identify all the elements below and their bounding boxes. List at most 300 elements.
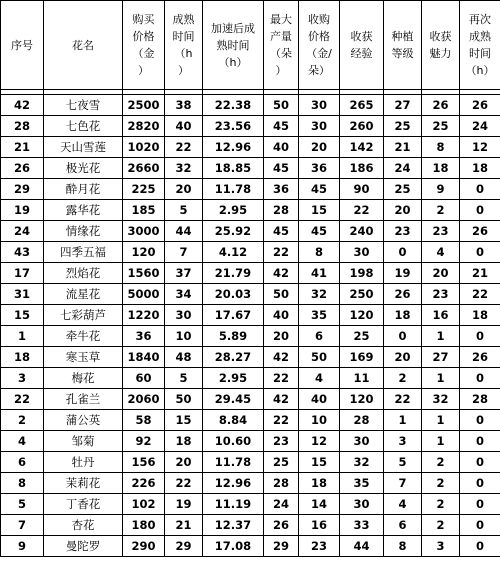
cell-regrow-time: 0 xyxy=(460,473,500,494)
cell-accelerated-time: 25.92 xyxy=(203,221,264,242)
cell-serial-number: 26 xyxy=(1,158,44,179)
header-line: （朵 xyxy=(270,47,292,60)
cell-regrow-time: 0 xyxy=(460,410,500,431)
cell-harvest-experience: 120 xyxy=(340,305,384,326)
header-row xyxy=(1,1,500,90)
cell-purchase-price-per-flower: 16 xyxy=(299,515,340,536)
cell-serial-number: 1 xyxy=(1,326,44,347)
cell-planting-level: 18 xyxy=(384,305,422,326)
cell-planting-level: 21 xyxy=(384,137,422,158)
cell-max-yield: 28 xyxy=(264,200,299,221)
cell-purchase-price: 60 xyxy=(123,368,165,389)
cell-maturity-time: 29 xyxy=(165,536,203,557)
cell-maturity-time: 21 xyxy=(165,515,203,536)
cell-max-yield: 29 xyxy=(264,536,299,557)
cell-serial-number: 15 xyxy=(1,305,44,326)
cell-serial-number: 21 xyxy=(1,137,44,158)
table-row xyxy=(1,95,500,116)
cell-harvest-charm: 4 xyxy=(422,242,460,263)
cell-max-yield: 40 xyxy=(264,305,299,326)
cell-purchase-price: 1560 xyxy=(123,263,165,284)
cell-regrow-time: 0 xyxy=(460,494,500,515)
cell-accelerated-time: 28.27 xyxy=(203,347,264,368)
header-line: 购买 xyxy=(132,13,155,26)
cell-purchase-price-per-flower: 23 xyxy=(299,536,340,557)
cell-maturity-time: 32 xyxy=(165,158,203,179)
cell-planting-level: 24 xyxy=(384,158,422,179)
cell-flower-name: 孔雀兰 xyxy=(44,389,123,410)
cell-max-yield: 23 xyxy=(264,431,299,452)
cell-accelerated-time: 21.79 xyxy=(203,263,264,284)
cell-flower-name: 丁香花 xyxy=(44,494,123,515)
cell-harvest-charm: 16 xyxy=(422,305,460,326)
cell-serial-number: 7 xyxy=(1,515,44,536)
cell-harvest-experience: 28 xyxy=(340,410,384,431)
cell-regrow-time: 18 xyxy=(460,158,500,179)
cell-purchase-price: 2820 xyxy=(123,116,165,137)
header-line: 花名 xyxy=(72,38,94,52)
cell-harvest-charm: 1 xyxy=(422,368,460,389)
header-line: 收获 xyxy=(429,30,452,43)
header-line: 等级 xyxy=(391,47,414,60)
table-row xyxy=(1,158,500,179)
cell-accelerated-time: 20.03 xyxy=(203,284,264,305)
cell-purchase-price: 2060 xyxy=(123,389,165,410)
header-line: ） xyxy=(138,64,149,77)
cell-purchase-price-per-flower: 15 xyxy=(299,200,340,221)
table-row xyxy=(1,179,500,200)
cell-accelerated-time: 4.12 xyxy=(203,242,264,263)
cell-serial-number: 4 xyxy=(1,431,44,452)
cell-harvest-charm: 1 xyxy=(422,410,460,431)
cell-maturity-time: 19 xyxy=(165,494,203,515)
cell-flower-name: 四季五福 xyxy=(44,242,123,263)
header-line: 序号 xyxy=(11,38,33,52)
cell-purchase-price-per-flower: 4 xyxy=(299,368,340,389)
table-body xyxy=(1,90,500,557)
cell-flower-name: 七彩葫芦 xyxy=(44,305,123,326)
cell-harvest-experience: 35 xyxy=(340,473,384,494)
table-row xyxy=(1,284,500,305)
cell-harvest-experience: 186 xyxy=(340,158,384,179)
cell-harvest-charm: 20 xyxy=(422,263,460,284)
cell-harvest-experience: 44 xyxy=(340,536,384,557)
cell-accelerated-time: 18.85 xyxy=(203,158,264,179)
cell-serial-number: 9 xyxy=(1,536,44,557)
cell-regrow-time: 26 xyxy=(460,347,500,368)
cell-flower-name: 蒲公英 xyxy=(44,410,123,431)
cell-purchase-price-per-flower: 45 xyxy=(299,221,340,242)
cell-regrow-time: 0 xyxy=(460,515,500,536)
cell-harvest-charm: 18 xyxy=(422,158,460,179)
table-row xyxy=(1,137,500,158)
cell-regrow-time: 0 xyxy=(460,431,500,452)
cell-regrow-time: 0 xyxy=(460,368,500,389)
cell-maturity-time: 18 xyxy=(165,431,203,452)
cell-planting-level: 19 xyxy=(384,263,422,284)
cell-serial-number: 42 xyxy=(1,95,44,116)
cell-maturity-time: 10 xyxy=(165,326,203,347)
cell-planting-level: 3 xyxy=(384,431,422,452)
cell-purchase-price: 180 xyxy=(123,515,165,536)
cell-harvest-charm: 2 xyxy=(422,200,460,221)
cell-purchase-price: 225 xyxy=(123,179,165,200)
cell-planting-level: 2 xyxy=(384,368,422,389)
cell-harvest-experience: 142 xyxy=(340,137,384,158)
cell-regrow-time: 0 xyxy=(460,200,500,221)
cell-regrow-time: 28 xyxy=(460,389,500,410)
cell-harvest-experience: 90 xyxy=(340,179,384,200)
cell-purchase-price: 226 xyxy=(123,473,165,494)
header-line: 产量 xyxy=(270,30,292,43)
cell-regrow-time: 24 xyxy=(460,116,500,137)
table-row xyxy=(1,389,500,410)
header-flower-name xyxy=(44,1,123,90)
header-line: 加速后成 xyxy=(211,21,255,35)
table-row xyxy=(1,326,500,347)
cell-harvest-charm: 2 xyxy=(422,452,460,473)
cell-harvest-charm: 23 xyxy=(422,284,460,305)
cell-purchase-price: 36 xyxy=(123,326,165,347)
cell-harvest-charm: 1 xyxy=(422,431,460,452)
cell-purchase-price: 3000 xyxy=(123,221,165,242)
cell-maturity-time: 44 xyxy=(165,221,203,242)
header-line: 再次 xyxy=(469,13,491,26)
cell-purchase-price-per-flower: 32 xyxy=(299,284,340,305)
cell-harvest-experience: 198 xyxy=(340,263,384,284)
cell-max-yield: 42 xyxy=(264,347,299,368)
table-row xyxy=(1,515,500,536)
cell-planting-level: 22 xyxy=(384,389,422,410)
cell-purchase-price: 120 xyxy=(123,242,165,263)
cell-max-yield: 50 xyxy=(264,95,299,116)
cell-flower-name: 梅花 xyxy=(44,368,123,389)
cell-purchase-price-per-flower: 12 xyxy=(299,431,340,452)
cell-max-yield: 42 xyxy=(264,263,299,284)
cell-accelerated-time: 23.56 xyxy=(203,116,264,137)
cell-max-yield: 45 xyxy=(264,221,299,242)
cell-flower-name: 杏花 xyxy=(44,515,123,536)
header-line: （h） xyxy=(218,55,248,69)
cell-maturity-time: 34 xyxy=(165,284,203,305)
cell-harvest-experience: 265 xyxy=(340,95,384,116)
header-line: （h xyxy=(174,47,193,60)
header-line: ） xyxy=(178,64,189,77)
cell-harvest-charm: 2 xyxy=(422,515,460,536)
header-line: 收购 xyxy=(308,13,330,26)
cell-flower-name: 邹菊 xyxy=(44,431,123,452)
table-row xyxy=(1,431,500,452)
cell-max-yield: 22 xyxy=(264,410,299,431)
cell-harvest-charm: 8 xyxy=(422,137,460,158)
cell-planting-level: 26 xyxy=(384,284,422,305)
header-purchase-price xyxy=(123,1,165,90)
cell-regrow-time: 0 xyxy=(460,326,500,347)
cell-serial-number: 8 xyxy=(1,473,44,494)
cell-flower-name: 牡丹 xyxy=(44,452,123,473)
cell-planting-level: 5 xyxy=(384,452,422,473)
header-max-yield xyxy=(264,1,299,90)
cell-harvest-charm: 32 xyxy=(422,389,460,410)
header-line: 最大 xyxy=(270,13,292,26)
cell-max-yield: 45 xyxy=(264,158,299,179)
cell-accelerated-time: 11.19 xyxy=(203,494,264,515)
table-header xyxy=(1,1,500,90)
cell-flower-name: 情缘花 xyxy=(44,221,123,242)
cell-flower-name: 牵牛花 xyxy=(44,326,123,347)
cell-planting-level: 25 xyxy=(384,179,422,200)
cell-harvest-experience: 120 xyxy=(340,389,384,410)
cell-serial-number: 19 xyxy=(1,200,44,221)
cell-flower-name: 曼陀罗 xyxy=(44,536,123,557)
cell-purchase-price: 102 xyxy=(123,494,165,515)
header-line: 成熟 xyxy=(469,30,491,43)
cell-max-yield: 50 xyxy=(264,284,299,305)
cell-serial-number: 2 xyxy=(1,410,44,431)
cell-harvest-experience: 22 xyxy=(340,200,384,221)
header-serial-number xyxy=(1,1,44,90)
cell-flower-name: 茉莉花 xyxy=(44,473,123,494)
cell-harvest-charm: 26 xyxy=(422,95,460,116)
cell-harvest-charm: 2 xyxy=(422,494,460,515)
header-line: 朵） xyxy=(308,64,330,77)
cell-harvest-experience: 25 xyxy=(340,326,384,347)
cell-purchase-price-per-flower: 45 xyxy=(299,179,340,200)
cell-max-yield: 24 xyxy=(264,494,299,515)
table-row xyxy=(1,452,500,473)
cell-planting-level: 7 xyxy=(384,473,422,494)
cell-maturity-time: 50 xyxy=(165,389,203,410)
cell-harvest-charm: 1 xyxy=(422,326,460,347)
cell-max-yield: 42 xyxy=(264,389,299,410)
cell-maturity-time: 20 xyxy=(165,452,203,473)
cell-max-yield: 25 xyxy=(264,452,299,473)
cell-harvest-charm: 2 xyxy=(422,473,460,494)
cell-purchase-price: 1220 xyxy=(123,305,165,326)
cell-planting-level: 0 xyxy=(384,242,422,263)
cell-regrow-time: 0 xyxy=(460,452,500,473)
cell-purchase-price-per-flower: 10 xyxy=(299,410,340,431)
cell-harvest-experience: 169 xyxy=(340,347,384,368)
cell-max-yield: 28 xyxy=(264,473,299,494)
cell-harvest-experience: 33 xyxy=(340,515,384,536)
cell-regrow-time: 0 xyxy=(460,536,500,557)
cell-flower-name: 露华花 xyxy=(44,200,123,221)
cell-accelerated-time: 11.78 xyxy=(203,452,264,473)
cell-purchase-price-per-flower: 15 xyxy=(299,452,340,473)
cell-planting-level: 20 xyxy=(384,347,422,368)
cell-purchase-price-per-flower: 30 xyxy=(299,95,340,116)
cell-planting-level: 6 xyxy=(384,515,422,536)
cell-flower-name: 极光花 xyxy=(44,158,123,179)
cell-planting-level: 4 xyxy=(384,494,422,515)
cell-planting-level: 0 xyxy=(384,326,422,347)
cell-purchase-price-per-flower: 41 xyxy=(299,263,340,284)
cell-max-yield: 20 xyxy=(264,326,299,347)
cell-serial-number: 5 xyxy=(1,494,44,515)
cell-accelerated-time: 10.60 xyxy=(203,431,264,452)
cell-purchase-price-per-flower: 35 xyxy=(299,305,340,326)
cell-serial-number: 18 xyxy=(1,347,44,368)
cell-purchase-price-per-flower: 20 xyxy=(299,137,340,158)
table-row xyxy=(1,494,500,515)
cell-accelerated-time: 12.96 xyxy=(203,473,264,494)
header-maturity-time xyxy=(165,1,203,90)
header-line: 时间 xyxy=(469,47,491,60)
header-line: 经验 xyxy=(350,47,373,60)
cell-flower-name: 七色花 xyxy=(44,116,123,137)
cell-maturity-time: 5 xyxy=(165,200,203,221)
cell-serial-number: 43 xyxy=(1,242,44,263)
header-line: （金 xyxy=(132,47,155,60)
cell-regrow-time: 0 xyxy=(460,242,500,263)
cell-harvest-experience: 30 xyxy=(340,494,384,515)
cell-max-yield: 26 xyxy=(264,515,299,536)
cell-serial-number: 17 xyxy=(1,263,44,284)
cell-serial-number: 29 xyxy=(1,179,44,200)
cell-accelerated-time: 12.96 xyxy=(203,137,264,158)
cell-purchase-price: 156 xyxy=(123,452,165,473)
table-row xyxy=(1,368,500,389)
header-harvest-charm xyxy=(422,1,460,90)
header-line: 种植 xyxy=(391,30,414,43)
cell-regrow-time: 0 xyxy=(460,179,500,200)
cell-maturity-time: 5 xyxy=(165,368,203,389)
header-line: （金/ xyxy=(306,47,332,60)
cell-max-yield: 40 xyxy=(264,137,299,158)
header-line: 收获 xyxy=(350,30,373,43)
cell-purchase-price-per-flower: 8 xyxy=(299,242,340,263)
header-line: 时间 xyxy=(172,30,195,43)
cell-maturity-time: 20 xyxy=(165,179,203,200)
cell-harvest-experience: 11 xyxy=(340,368,384,389)
table-row xyxy=(1,347,500,368)
cell-regrow-time: 12 xyxy=(460,137,500,158)
cell-maturity-time: 30 xyxy=(165,305,203,326)
table-row xyxy=(1,221,500,242)
cell-serial-number: 31 xyxy=(1,284,44,305)
header-line: 价格 xyxy=(308,30,330,43)
cell-purchase-price-per-flower: 6 xyxy=(299,326,340,347)
cell-planting-level: 23 xyxy=(384,221,422,242)
cell-maturity-time: 40 xyxy=(165,116,203,137)
cell-accelerated-time: 17.08 xyxy=(203,536,264,557)
cell-accelerated-time: 2.95 xyxy=(203,200,264,221)
cell-purchase-price-per-flower: 36 xyxy=(299,158,340,179)
cell-harvest-charm: 23 xyxy=(422,221,460,242)
header-regrow-time xyxy=(460,1,500,90)
cell-purchase-price-per-flower: 50 xyxy=(299,347,340,368)
cell-harvest-charm: 27 xyxy=(422,347,460,368)
cell-planting-level: 20 xyxy=(384,200,422,221)
cell-flower-name: 寒玉草 xyxy=(44,347,123,368)
cell-accelerated-time: 5.89 xyxy=(203,326,264,347)
cell-max-yield: 45 xyxy=(264,116,299,137)
cell-flower-name: 酔月花 xyxy=(44,179,123,200)
cell-regrow-time: 22 xyxy=(460,284,500,305)
cell-regrow-time: 26 xyxy=(460,95,500,116)
cell-maturity-time: 15 xyxy=(165,410,203,431)
cell-maturity-time: 38 xyxy=(165,95,203,116)
cell-accelerated-time: 2.95 xyxy=(203,368,264,389)
cell-purchase-price: 1020 xyxy=(123,137,165,158)
table-row xyxy=(1,200,500,221)
header-accelerated-time xyxy=(203,1,264,90)
cell-serial-number: 28 xyxy=(1,116,44,137)
cell-serial-number: 3 xyxy=(1,368,44,389)
cell-purchase-price-per-flower: 30 xyxy=(299,116,340,137)
cell-harvest-experience: 32 xyxy=(340,452,384,473)
cell-maturity-time: 37 xyxy=(165,263,203,284)
cell-accelerated-time: 17.67 xyxy=(203,305,264,326)
cell-maturity-time: 48 xyxy=(165,347,203,368)
header-line: 价格 xyxy=(132,30,155,43)
cell-serial-number: 22 xyxy=(1,389,44,410)
header-line: 熟时间 xyxy=(216,38,250,52)
cell-purchase-price: 58 xyxy=(123,410,165,431)
header-line: （h） xyxy=(465,64,495,77)
cell-serial-number: 24 xyxy=(1,221,44,242)
cell-maturity-time: 22 xyxy=(165,137,203,158)
cell-harvest-experience: 260 xyxy=(340,116,384,137)
cell-harvest-charm: 3 xyxy=(422,536,460,557)
cell-accelerated-time: 8.84 xyxy=(203,410,264,431)
cell-regrow-time: 21 xyxy=(460,263,500,284)
cell-accelerated-time: 29.45 xyxy=(203,389,264,410)
header-harvest-experience xyxy=(340,1,384,90)
header-planting-level xyxy=(384,1,422,90)
cell-purchase-price: 2660 xyxy=(123,158,165,179)
cell-flower-name: 烈焰花 xyxy=(44,263,123,284)
header-line: ） xyxy=(275,64,287,77)
cell-regrow-time: 26 xyxy=(460,221,500,242)
cell-harvest-charm: 25 xyxy=(422,116,460,137)
cell-purchase-price-per-flower: 40 xyxy=(299,389,340,410)
cell-accelerated-time: 11.78 xyxy=(203,179,264,200)
table-row xyxy=(1,536,500,557)
table-row xyxy=(1,473,500,494)
cell-max-yield: 22 xyxy=(264,242,299,263)
cell-max-yield: 22 xyxy=(264,368,299,389)
cell-harvest-charm: 9 xyxy=(422,179,460,200)
cell-flower-name: 七夜雪 xyxy=(44,95,123,116)
cell-regrow-time: 18 xyxy=(460,305,500,326)
cell-harvest-experience: 240 xyxy=(340,221,384,242)
cell-planting-level: 1 xyxy=(384,410,422,431)
cell-flower-name: 流星花 xyxy=(44,284,123,305)
cell-planting-level: 8 xyxy=(384,536,422,557)
header-line: 成熟 xyxy=(172,13,195,26)
table-row xyxy=(1,242,500,263)
cell-purchase-price-per-flower: 18 xyxy=(299,473,340,494)
cell-purchase-price: 2500 xyxy=(123,95,165,116)
cell-purchase-price: 5000 xyxy=(123,284,165,305)
cell-harvest-experience: 30 xyxy=(340,242,384,263)
cell-planting-level: 25 xyxy=(384,116,422,137)
table-row xyxy=(1,263,500,284)
cell-maturity-time: 7 xyxy=(165,242,203,263)
cell-purchase-price: 185 xyxy=(123,200,165,221)
cell-flower-name: 天山雪莲 xyxy=(44,137,123,158)
cell-max-yield: 36 xyxy=(264,179,299,200)
cell-maturity-time: 22 xyxy=(165,473,203,494)
cell-harvest-experience: 250 xyxy=(340,284,384,305)
header-line: 魅力 xyxy=(429,47,452,60)
table-row xyxy=(1,116,500,137)
table-row xyxy=(1,410,500,431)
cell-serial-number: 6 xyxy=(1,452,44,473)
table-row xyxy=(1,305,500,326)
